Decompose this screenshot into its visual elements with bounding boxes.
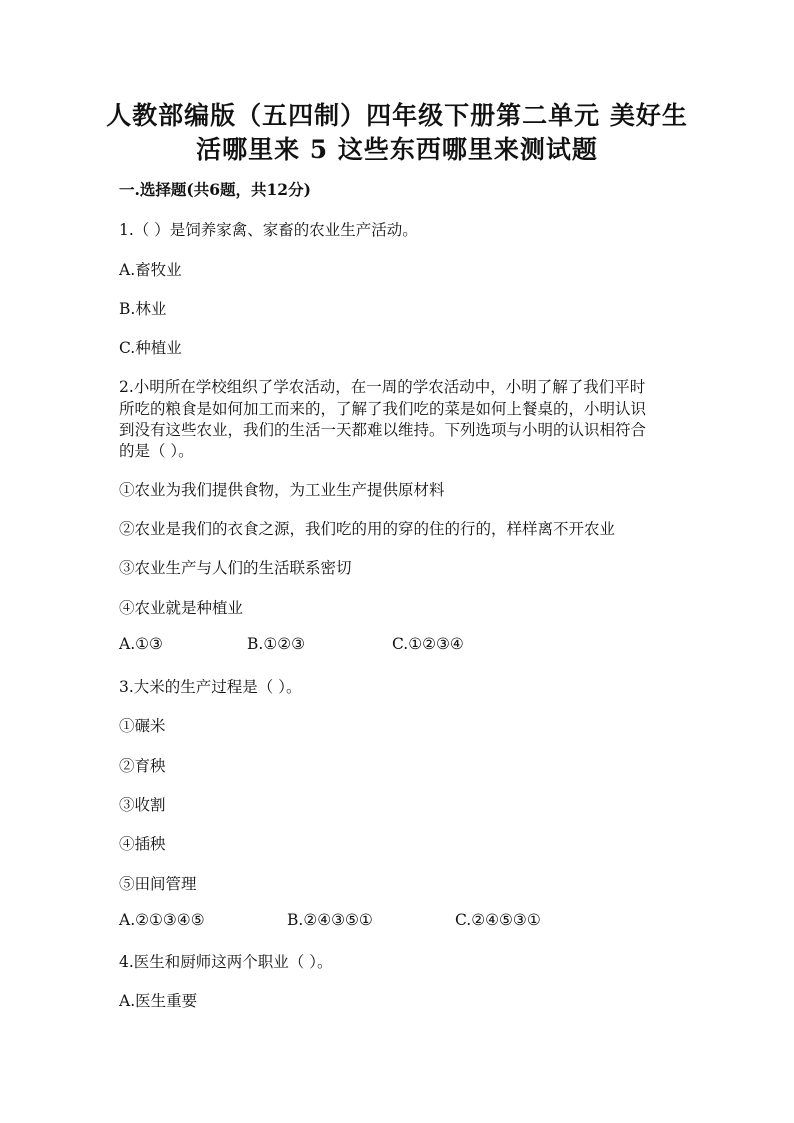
question-2-option-c: C.①②③④: [392, 635, 464, 653]
question-2-statement-4: ④农业就是种植业: [119, 599, 244, 617]
question-3-option-c: C.②④⑤③①: [455, 911, 541, 929]
question-1-option-b: B.林业: [119, 300, 167, 318]
question-1-option-a: A.畜牧业: [119, 261, 182, 279]
question-2-stem-line-2: 所吃的粮食是如何加工而来的，了解了我们吃的菜是如何上餐桌的，小明认识: [119, 400, 647, 418]
question-1-stem: 1.（ ）是饲养家禽、家畜的农业生产活动。: [119, 221, 418, 239]
question-2-option-b: B.①②③: [247, 635, 306, 653]
question-2-statement-1: ①农业为我们提供食物，为工业生产提供原材料: [119, 481, 445, 499]
question-3-stem: 3.大米的生产过程是（ ）。: [119, 678, 302, 696]
title-line-1: 人教部编版（五四制）四年级下册第二单元 美好生: [106, 101, 688, 130]
question-3-step-3: ③收割: [119, 796, 166, 814]
question-3-step-4: ④插秧: [119, 835, 166, 853]
question-3-option-b: B.②④③⑤①: [287, 911, 373, 929]
question-3-option-a: A.②①③④⑤: [119, 911, 205, 929]
question-3-step-1: ①碾米: [119, 717, 166, 735]
title-line-2: 活哪里来 5 这些东西哪里来测试题: [196, 135, 598, 164]
question-2-stem-line-3: 到没有这些农业，我们的生活一天都难以维持。下列选项与小明的认识相符合: [119, 421, 647, 439]
question-2-stem-line-4: 的是（ ）。: [119, 442, 194, 460]
question-4-stem: 4.医生和厨师这两个职业（ ）。: [119, 953, 333, 971]
question-2-statement-3: ③农业生产与人们的生活联系密切: [119, 559, 352, 577]
question-3-step-2: ②育秧: [119, 757, 166, 775]
question-4-option-a: A.医生重要: [119, 992, 198, 1010]
question-1-option-c: C.种植业: [119, 339, 182, 357]
question-2-option-a: A.①③: [119, 635, 163, 653]
question-2-statement-2: ②农业是我们的衣食之源，我们吃的用的穿的住的行的，样样离不开农业: [119, 520, 616, 538]
section-heading: 一.选择题(共6题，共12分): [119, 180, 311, 199]
question-2-stem-line-1: 2.小明所在学校组织了学农活动，在一周的学农活动中，小明了解了我们平时: [119, 378, 646, 396]
question-3-step-5: ⑤田间管理: [119, 875, 197, 893]
